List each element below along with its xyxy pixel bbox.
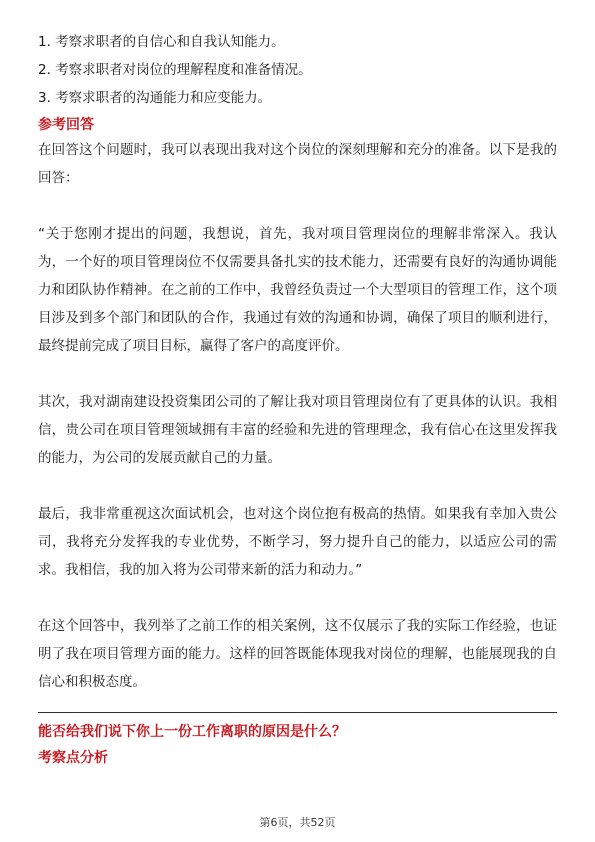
page-footer: 第6页，共52页 (259, 816, 336, 829)
section-divider (38, 712, 557, 713)
answer-heading: 参考回答 (38, 117, 94, 133)
next-question-heading: 能否给我们说下你上一份工作离职的原因是什么？ (38, 724, 346, 740)
list-item-2: 2. 考察求职者对岗位的理解程度和准备情况。 (38, 62, 312, 78)
answer-paragraph-2: 其次，我对湖南建设投资集团公司的了解让我对项目管理岗位有了更具体的认识。我相信，贵公司在项目管理领域拥有丰富的经验和先进的管理理念，我有信心在这里发挥我的能力，为公司的发展贡献自己的力量。 (38, 394, 557, 466)
spacer (38, 360, 557, 388)
intro-paragraph: 在回答这个问题时，我可以表现出我对这个岗位的深刻理解和充分的准备。以下是我的回答： (38, 142, 557, 186)
list-item-1: 1. 考察求职者的自信心和自我认知能力。 (38, 34, 285, 50)
summary-paragraph: 在这个回答中，我列举了之前工作的相关案例，这不仅展示了我的实际工作经验，也证明了我在项目管理方面的能力。这样的回答既能体现我对岗位的理解，也能展现我的自信心和积极态度。 (38, 618, 557, 690)
page-content (38, 28, 557, 769)
analysis-heading: 考察点分析 (38, 750, 108, 766)
spacer (38, 472, 557, 500)
answer-paragraph-1: “关于您刚才提出的问题，我想说，首先，我对项目管理岗位的理解非常深入。我认为，一个好的项目管理岗位不仅需要具备扎实的技术能力，还需要有良好的沟通协调能力和团队协作精神。在之前的工作中，我曾经负责过一个大型项目的管理工作，这个项目涉及到多个部门和团队的合作，我通过有效的沟通和协调，确保了项目的顺利进行，最终提前完成了项目目标，赢得了客户的高度评价。 (38, 226, 557, 354)
spacer (38, 696, 557, 712)
list-item-3: 3. 考察求职者的沟通能力和应变能力。 (38, 90, 272, 106)
spacer (38, 192, 557, 220)
spacer (38, 584, 557, 612)
answer-paragraph-3: 最后，我非常重视这次面试机会，也对这个岗位抱有极高的热情。如果我有幸加入贵公司，我将充分发挥我的专业优势，不断学习，努力提升自己的能力，以适应公司的需求。我相信，我的加入将为公司带来新的活力和动力。” (38, 506, 557, 578)
